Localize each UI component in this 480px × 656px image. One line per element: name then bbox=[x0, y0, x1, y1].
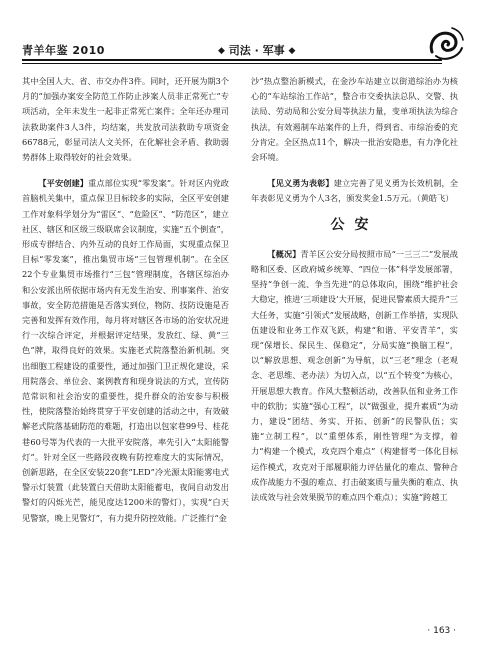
diamond-icon: ◆ bbox=[218, 46, 225, 56]
page-header bbox=[22, 40, 458, 64]
paragraph: 其中全国人大、省、市交办件3件。同时，还开展为期3个月的“加强办案安全防范工作防止涉案人员非正常死亡”专项活动，全年未发生一起非正常死亡案件；全年还办理司法救助案件3人3件，均结案，共发放司法救助专项资金66788元，彰显司法人文关怀，在化解社会矛盾、救助弱势群体上取得较好的社会效果。 bbox=[22, 76, 229, 163]
paragraph bbox=[22, 176, 229, 526]
diamond-icon: ◆ bbox=[288, 46, 296, 56]
header-rule bbox=[22, 59, 442, 64]
section-tag: 【概况】 bbox=[267, 248, 301, 259]
section-name: 司法 · 军事 bbox=[228, 44, 285, 57]
section-title bbox=[218, 42, 295, 58]
section-tag: 【见义勇为表彰】 bbox=[267, 178, 334, 189]
swirl-logo-icon bbox=[422, 22, 466, 66]
paragraph bbox=[251, 247, 458, 505]
right-column bbox=[251, 74, 458, 516]
paragraph: 沙”热点整治新模式，在金沙车站建立以街道综治办为核心的“车站综治工作站”，整合市交委执法总队、交警、执法局、劳动局和公安分局等执法力量，变单项执法为综合执法，有效遏制车站案件的上升，得到省、市综治委的充分肯定。全区热点11个，解决一批治安隐患，有力净化社会环境。 bbox=[251, 76, 458, 163]
paragraph-text: 青羊区公安分局按照市局“一三三二”发展战略和区委、区政府城乡统筹、“四位一体”科学发展部署，坚持“争创一流、争当先进”的总体取向，围绕“维护社会大稳定，推进‘三项建设’大开展，促进民警素质大提升”三大任务，实施“引领式”发展战略，创新工作举措，实现队伍建设和业务工作双飞跃，构建“和谐、平安青羊”，实现“保增长、保民生、保稳定”，分局实施“换脑工程”，以“解放思想、观念创新”为导航，以“三老”理念（老观念、老思维、老办法）为切入点，以“五个转变”为核心，开展思想大教育。作风大整顿活动，改善队伍和业务工作中的软肋；实施“强心工程”，以“做强业，提升素质”为动力，建设“团结、务实、开拓、创新”的民警队伍；实施“立制工程”，以“重塑体系，刚性管理”为支撑，着力“构建一个模式，攻克四个难点”（构建督考一体化目标运作模式，攻克对于部履职能力评估量化的难点、警种合成作战能力不强的难点、打击破案质与量失衡的难点、执法成效与社会效果脱节的难点四个难点）；实施“跨越工 bbox=[251, 248, 458, 503]
journal-title: 青羊年鉴 2010 bbox=[22, 44, 105, 57]
section-heading: 公安 bbox=[330, 216, 379, 233]
section-tag: 【平安创建】 bbox=[38, 178, 89, 189]
paragraph-text: 重点部位实现“零发案”。针对区内党政首脑机关集中，重点保卫目标较多的实际，全区平安创建工作对象科学划分为“雷区”、“危险区”、“防范区”，建立社区、辖区和区级三级联席会议制度，实施“五个倒查”，形成专群结合、内外互动的良好工作局面，实现重点保卫目标“零发案”，推出集贸市场“三包管理机制”。在全区22个专业集贸市场推行“三包”管理制度，各辖区综治办和公安派出所依据市场内有无发生治安、刑事案件、治安事故，安全防范措施是否落实到位，物防、技防设施是否完善和发挥有效作用，每月将对辖区各市场的治安状况进行一次综合评定，并根据评定结果，发放红、绿、黄“三色”牌，取得良好的效果。实施老式院落整治新机制。突出细胞工程建设的重要性，通过加强门卫正规化建设，采用院落会、单位会、案例教育和现身说法的方式，宣传防范常识和社会治安的重要性，提升群众的治安参与积极性，使院落整治始终贯穿于平安创建的活动之中，有效破解老式院落基础防范的难题，打造出以包家巷99号、桂花巷60号等为代表的一大批平安院落，率先引入“太阳能警灯”。针对全区一些路段夜晚有防控难度大的实际情况，创新思路，在全区安装220套“LED”冷光源太阳能雾电式警示灯装置（此装置白天借助太阳能蓄电，夜间自动发出警灯的闪烁光芒，能见度达1200米的警灯），实现“白天见警察，晚上见警灯”，有力提升防控效能。广泛推行“金 bbox=[22, 178, 229, 523]
page-number: · 163 · bbox=[427, 626, 456, 636]
left-column bbox=[22, 74, 229, 537]
paragraph bbox=[251, 176, 458, 206]
paragraph-text: 建立完善了见义勇为长效机制，全年表彰见义勇为个人3名，颁发奖金1.5万元。（黄皓飞） bbox=[251, 178, 458, 204]
